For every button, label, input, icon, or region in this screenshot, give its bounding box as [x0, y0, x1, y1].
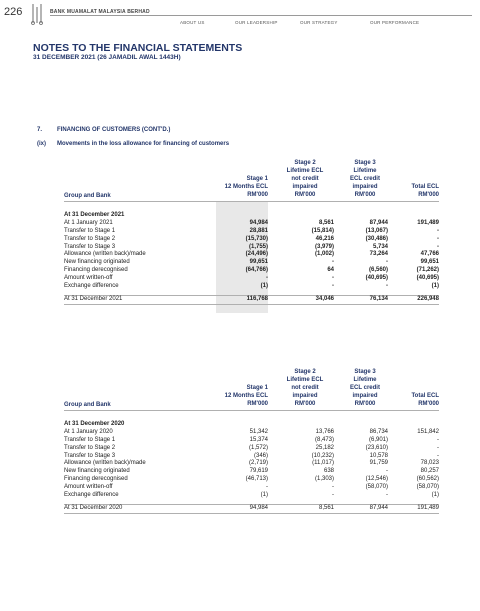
- subsection-heading: [37, 141, 229, 147]
- table-row: [64, 421, 439, 429]
- table-row: At 1 January 2021 94,984 8,561 87,944 191,489: [64, 219, 439, 226]
- table-row: Transfer to Stage 2 (15,730) 46,216 (30,486) -: [64, 235, 439, 242]
- table-divider: [64, 304, 439, 305]
- loss-allowance-table-2021: [64, 158, 439, 304]
- header-divider: [50, 15, 472, 16]
- table-row: New financing originated 79,619 638 - 80,257: [64, 468, 439, 475]
- nav-our-leadership[interactable]: OUR LEADERSHIP: [235, 20, 278, 25]
- table-header: [64, 158, 439, 202]
- table-row: Amount written-off - - (58,070) (58,070): [64, 484, 439, 491]
- column-stage2: Stage 2 Lifetime ECL not credit impaired RM'000: [286, 368, 324, 407]
- bank-logo-icon: [30, 3, 44, 25]
- table-row: Financing derecognised (64,766) 64 (6,560) (71,262): [64, 267, 439, 274]
- section-title: FINANCING OF CUSTOMERS (CONT'D.): [57, 127, 171, 133]
- table-row: Amount written-off - - (40,695) (40,695): [64, 275, 439, 282]
- column-total-ecl: Total ECL RM'000: [411, 183, 439, 198]
- column-stage2: Stage 2 Lifetime ECL not credit impaired RM'000: [286, 159, 324, 198]
- subsection-title: Movements in the loss allowance for financing of customers: [57, 141, 230, 147]
- nav-about-us[interactable]: ABOUT US: [180, 20, 205, 25]
- table-row: At 1 January 2020 51,342 13,766 86,734 151,842: [64, 428, 439, 435]
- column-total-ecl: Total ECL RM'000: [411, 392, 439, 407]
- table-row: Allowance (written back)/made (2,719) (11,017) 91,759 78,023: [64, 460, 439, 467]
- table-header: [64, 367, 439, 411]
- year-heading: At 31 December 2020: [64, 421, 125, 427]
- table-row: Transfer to Stage 3 (1,755) (3,979) 5,734 -: [64, 243, 439, 250]
- table-row: Exchange difference (1) - - (1): [64, 283, 439, 290]
- bank-name: BANK MUAMALAT MALAYSIA BERHAD: [50, 9, 150, 15]
- section-number: 7.: [37, 127, 43, 133]
- loss-allowance-table-2020: [64, 367, 439, 513]
- table-row: Financing derecognised (46,713) (1,303) (12,546) (60,562): [64, 476, 439, 483]
- column-group-and-bank: Group and Bank: [64, 402, 111, 408]
- column-group-and-bank: Group and Bank: [64, 193, 111, 199]
- table-row: [64, 212, 439, 220]
- column-stage1: Stage 1 12 Months ECL RM'000: [224, 175, 268, 198]
- column-stage1: Stage 1 12 Months ECL RM'000: [224, 384, 268, 407]
- page-title: NOTES TO THE FINANCIAL STATEMENTS: [33, 42, 243, 54]
- table-row: Transfer to Stage 1 28,881 (15,814) (13,067) -: [64, 227, 439, 234]
- column-stage3: Stage 3 Lifetime ECL credit impaired RM'000: [350, 159, 380, 198]
- table-row: New financing originated 99,651 - - 99,651: [64, 259, 439, 266]
- column-stage3: Stage 3 Lifetime ECL credit impaired RM'000: [350, 368, 380, 407]
- table-row: Transfer to Stage 1 15,374 (8,473) (6,901) -: [64, 436, 439, 443]
- table-row: Exchange difference (1) - - (1): [64, 492, 439, 499]
- table-row: Allowance (written back)/made (24,496) (1,002) 73,264 47,766: [64, 251, 439, 258]
- page-number: 226: [4, 6, 23, 18]
- nav-our-strategy[interactable]: OUR STRATEGY: [300, 20, 338, 25]
- page-subtitle: 31 DECEMBER 2021 (26 JAMADIL AWAL 1443H): [33, 54, 181, 61]
- section-heading: [37, 127, 170, 133]
- nav-our-performance[interactable]: OUR PERFORMANCE: [370, 20, 420, 25]
- table-total-row: At 31 December 2020 94,984 8,561 87,944 191,489: [64, 504, 439, 511]
- table-divider: [64, 513, 439, 514]
- table-row: Transfer to Stage 2 (1,572) 25,182 (23,610) -: [64, 444, 439, 451]
- subsection-number: (ix): [37, 141, 46, 147]
- table-row: Transfer to Stage 3 (346) (10,232) 10,578 -: [64, 452, 439, 459]
- table-total-row: At 31 December 2021 116,768 34,046 76,134 226,948: [64, 295, 439, 302]
- year-heading: At 31 December 2021: [64, 212, 125, 218]
